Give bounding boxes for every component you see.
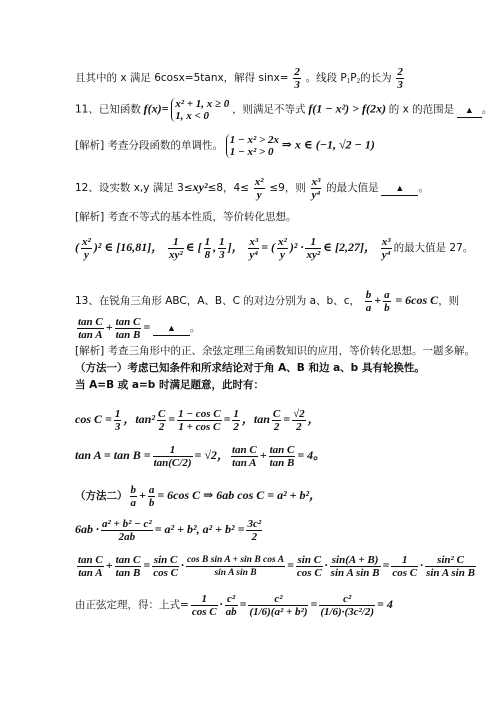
- triangle-icon: ▲: [166, 323, 176, 334]
- equation-tan-sum: $\frac{\text{tan C}}{\text{tan A}}$ + $\frac{\text{tan C}}{\text{tan B}}$ = $\frac{\text{sin C}}{\text{cos C}}$ · $\frac{\text{cos B sin A + sin B cos A}}{\text{sin A sin B}}$ = $\frac{\text{sin C}}{\text{cos C}}$ · $\frac{\sin(A + B)}{\text{sin A sin B}}$ = $\frac{1}{\text{cos C}}$ · $\frac{\text{sin² C}}{\text{sin A sin B}}$: [78, 554, 475, 579]
- system-brace: 1 − x² > 2x 1 − x² > 0: [226, 134, 279, 158]
- method-two: （方法二） $\frac{b}{a}$ + $\frac{a}{b}$ = 6cos C ⇒ 6ab cos C = a² + b²，: [75, 484, 322, 509]
- question-13: 13、在锐角三角形 ABC，A、B、C 的对边分别为 a、b、c， $\frac{b}{a}$ + $\frac{a}{b}$ = 6cos C，则: [75, 289, 460, 314]
- answer-blank: [153, 321, 190, 336]
- equation-cosine-law: 6ab · $\frac{\text{a² + b² − c²}}{2ab}$ = a² + b², a² + b² = $\frac{\text{3c²}}{2}$: [75, 518, 262, 543]
- triangle-icon: ▲: [395, 183, 405, 194]
- fraction: $\frac{2}{3}$: [397, 66, 403, 91]
- question-12: 12、设实数 x,y 满足 3≤xy²≤8，4≤ $\frac{\text{x²}}{y}$ ≤9，则 $\frac{\text{x³}}{\text{y⁴}}$ 的最大值是 ▲ 。: [75, 176, 429, 201]
- triangle-icon: ▲: [464, 104, 474, 115]
- fraction: $\frac{\text{x²}}{y}$: [254, 176, 264, 201]
- method-one: （方法一）考虑已知条件和所求结论对于角 A、B 和边 a、b 具有轮换性。: [75, 362, 425, 374]
- equation-cos-c: cos C = $\frac{1}{3}$ ，tan² $\frac{C}{2}$ = $\frac{\text{1 − cos C}}{\text{1 + cos C}}$ = $\frac{1}{2}$ ，tan $\frac{C}{2}$ = $\frac{√2}{2}$ ，: [75, 408, 320, 433]
- fraction: $\frac{2}{3}$: [294, 66, 300, 91]
- analysis-13: [解析] 考查三角形中的正、余弦定理三角函数知识的应用，等价转化思想。一题多解。: [75, 345, 476, 357]
- analysis-12: [解析] 考查不等式的基本性质，等价转化思想。: [75, 211, 297, 223]
- solution-12: ( $\frac{\text{x²}}{y}$ )² ∈ [16,81]， $\frac{1}{\text{xy²}}$ ∈ [ $\frac{1}{8}$ , $\frac{1}{3}$ ]， $\frac{\text{x³}}{\text{y⁴}}$ = ( $\frac{\text{x²}}{y}$ )² · $\frac{1}{\text{xy²}}$ ∈ [2,27]， $\frac{\text{x³}}{\text{y⁴}}$ 的最大值是 27。: [75, 236, 474, 261]
- equation-tan-a: tan A = tan B = $\frac{1}{\tan(C/2)}$ = √2， $\frac{\text{tan C}}{\text{tan A}}$ + $\frac{\text{tan C}}{\text{tan B}}$ = 4。: [75, 444, 326, 469]
- piecewise-brace: x² + 1, x ≥ 0 1, x < 0: [171, 98, 229, 122]
- answer-blank: [381, 181, 418, 196]
- method-one-condition: 当 A=B 或 a=b 时满足题意，此时有：: [75, 379, 264, 391]
- fraction: $\frac{\text{x³}}{\text{y⁴}}$: [311, 176, 321, 201]
- answer-blank: [457, 103, 482, 118]
- question-13-expression: $\frac{\text{tan C}}{\text{tan A}}$ + $\frac{\text{tan C}}{\text{tan B}}$ = ▲ 。: [78, 316, 201, 341]
- text: 且其中的 x 满足 6cosx=5tanx，解得 sinx=: [75, 72, 289, 85]
- analysis-11: [解析] 考查分段函数的单调性。 1 − x² > 2x 1 − x² > 0 ⇒ x ∈ (−1, √2 − 1): [75, 134, 375, 158]
- equation-sine-law: 由正弦定理，得：上式= $\frac{1}{\text{cos C}}$ · $\frac{\text{c²}}{ab}$ = $\frac{\text{c²}}{\text{(1/6)(a² + b²)}}$ = $\frac{\text{c²}}{\text{(1/6)·(3c²/2)}}$ = 4: [75, 593, 393, 618]
- question-11: 11、已知函数 f(x)= x² + 1, x ≥ 0 1, x < 0 ，则满足不等式 f(1 − x²) > f(2x) 的 x 的范围是 ▲ 。: [75, 98, 493, 122]
- line-sinx-result: 且其中的 x 满足 6cosx=5tanx，解得 sinx= $\frac{2}{3}$ 。线段 $P_1P_2$的长为 $\frac{2}{3}$: [75, 66, 403, 91]
